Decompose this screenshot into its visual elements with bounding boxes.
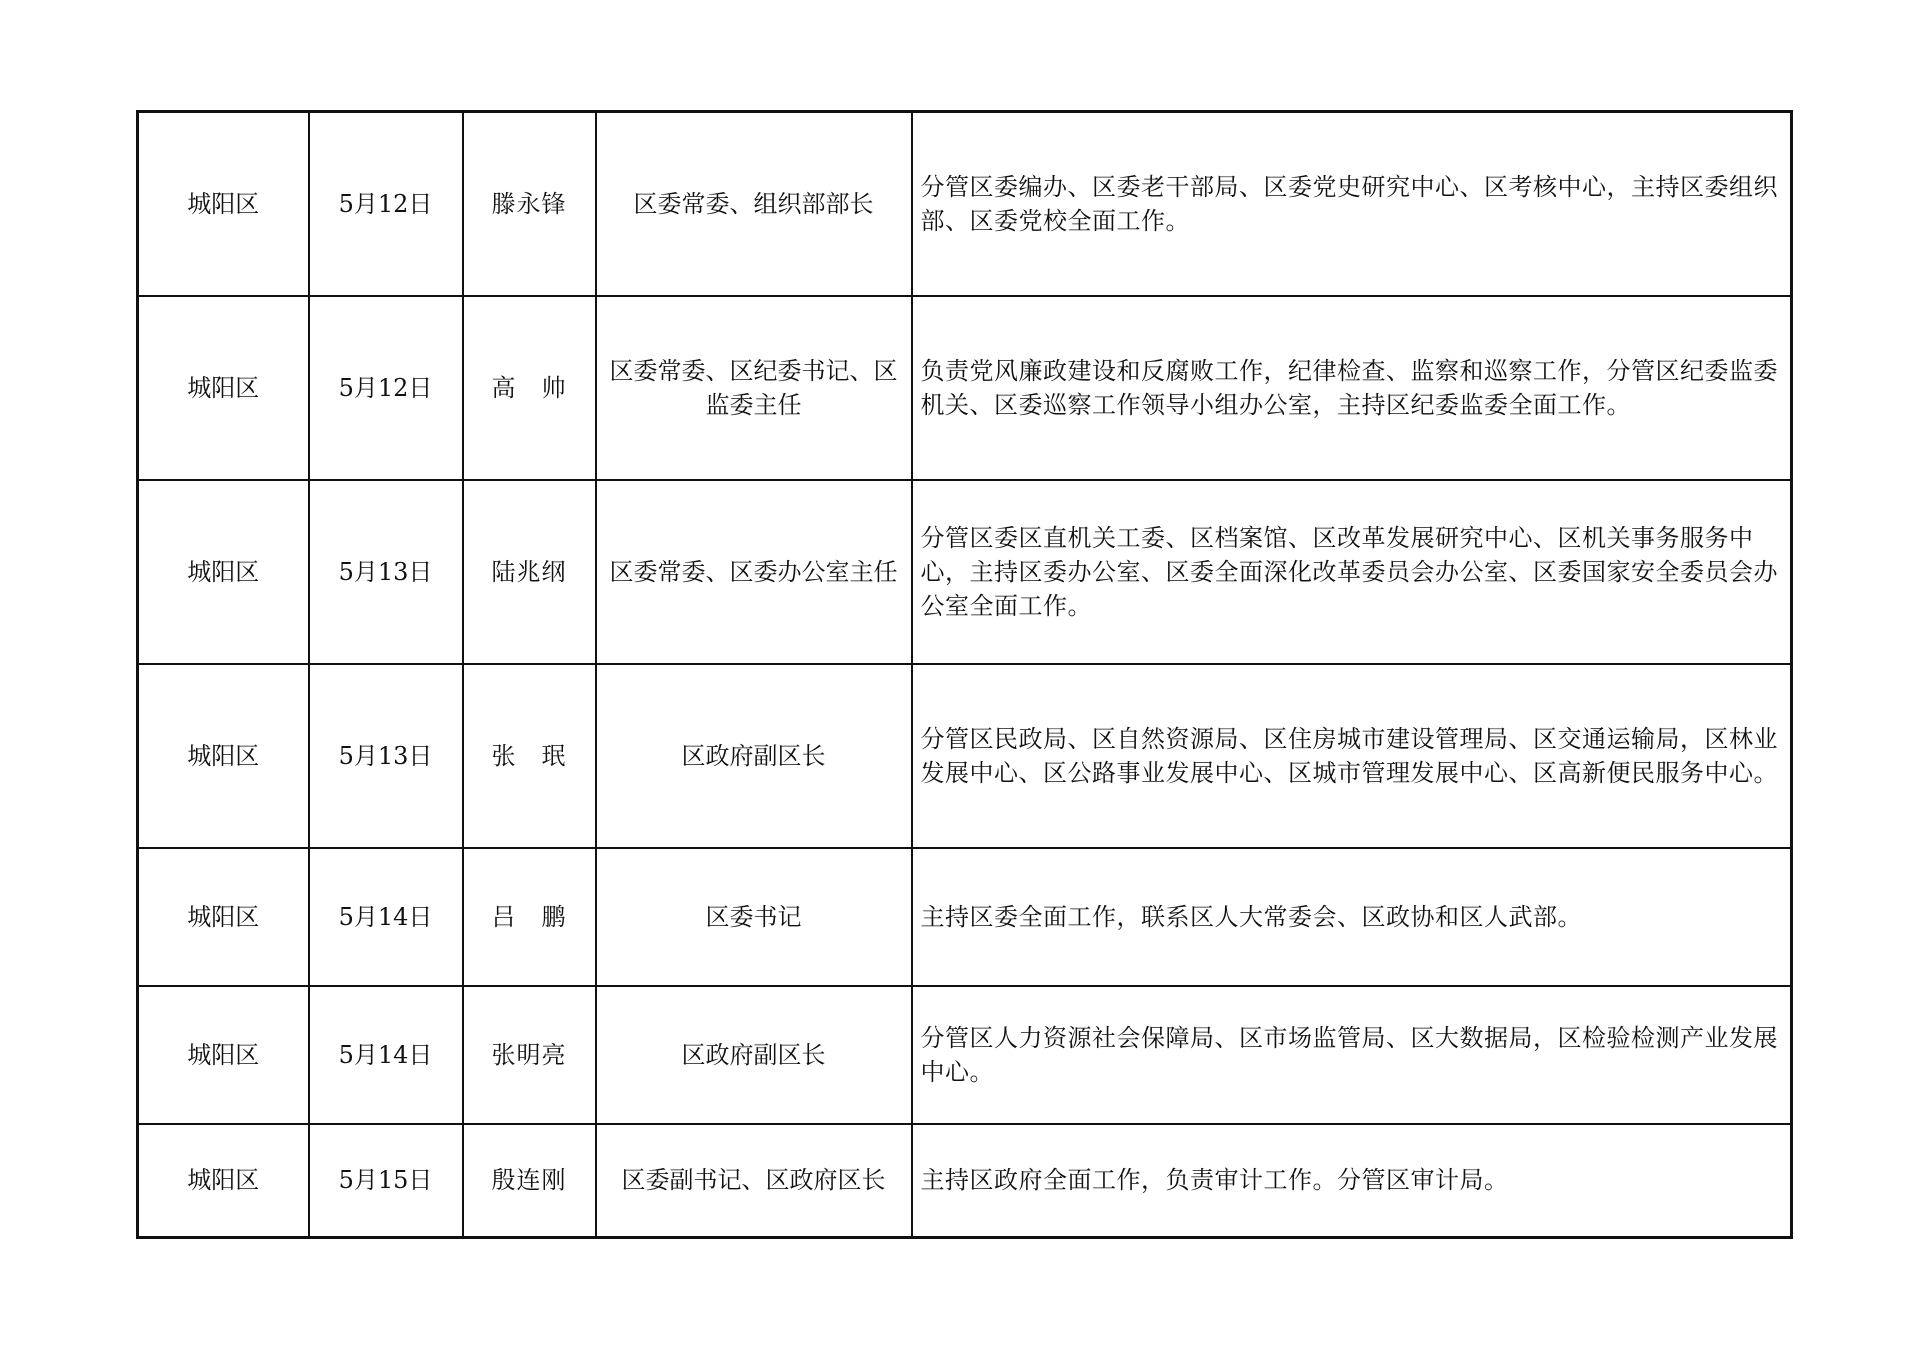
date-cell: 5月13日 (309, 664, 463, 848)
name-cell: 殷连刚 (463, 1124, 596, 1238)
date-cell: 5月15日 (309, 1124, 463, 1238)
duties-cell: 分管区民政局、区自然资源局、区住房城市建设管理局、区交通运输局，区林业发展中心、区公路事业发展中心、区城市管理发展中心、区高新便民服务中心。 (912, 664, 1792, 848)
district-cell: 城阳区 (138, 986, 309, 1124)
position-cell: 区委常委、区委办公室主任 (596, 480, 912, 664)
date-cell: 5月14日 (309, 986, 463, 1124)
table-row (138, 112, 1792, 296)
date-cell: 5月12日 (309, 112, 463, 296)
duties-cell: 分管区委编办、区委老干部局、区委党史研究中心、区考核中心，主持区委组织部、区委党校全面工作。 (912, 112, 1792, 296)
district-cell: 城阳区 (138, 664, 309, 848)
table-row (138, 848, 1792, 986)
table-row (138, 986, 1792, 1124)
name-cell: 高 帅 (463, 296, 596, 480)
district-cell: 城阳区 (138, 296, 309, 480)
duties-cell: 分管区人力资源社会保障局、区市场监管局、区大数据局，区检验检测产业发展中心。 (912, 986, 1792, 1124)
position-cell: 区委书记 (596, 848, 912, 986)
position-cell: 区委常委、组织部部长 (596, 112, 912, 296)
date-cell: 5月14日 (309, 848, 463, 986)
duties-cell: 分管区委区直机关工委、区档案馆、区改革发展研究中心、区机关事务服务中心，主持区委办公室、区委全面深化改革委员会办公室、区委国家安全委员会办公室全面工作。 (912, 480, 1792, 664)
name-cell: 张明亮 (463, 986, 596, 1124)
date-cell: 5月12日 (309, 296, 463, 480)
table-row (138, 296, 1792, 480)
district-cell: 城阳区 (138, 848, 309, 986)
duties-cell: 主持区政府全面工作，负责审计工作。分管区审计局。 (912, 1124, 1792, 1238)
duties-cell: 主持区委全面工作，联系区人大常委会、区政协和区人武部。 (912, 848, 1792, 986)
district-cell: 城阳区 (138, 480, 309, 664)
table-row (138, 480, 1792, 664)
table-row (138, 664, 1792, 848)
position-cell: 区委常委、区纪委书记、区监委主任 (596, 296, 912, 480)
name-cell: 张 珉 (463, 664, 596, 848)
district-cell: 城阳区 (138, 1124, 309, 1238)
position-cell: 区委副书记、区政府区长 (596, 1124, 912, 1238)
position-cell: 区政府副区长 (596, 986, 912, 1124)
name-cell: 滕永锋 (463, 112, 596, 296)
date-cell: 5月13日 (309, 480, 463, 664)
duties-cell: 负责党风廉政建设和反腐败工作，纪律检查、监察和巡察工作，分管区纪委监委机关、区委巡察工作领导小组办公室，主持区纪委监委全面工作。 (912, 296, 1792, 480)
position-cell: 区政府副区长 (596, 664, 912, 848)
table-row (138, 1124, 1792, 1238)
name-cell: 吕 鹏 (463, 848, 596, 986)
district-cell: 城阳区 (138, 112, 309, 296)
name-cell: 陆兆纲 (463, 480, 596, 664)
reception-schedule-table (136, 110, 1793, 1239)
